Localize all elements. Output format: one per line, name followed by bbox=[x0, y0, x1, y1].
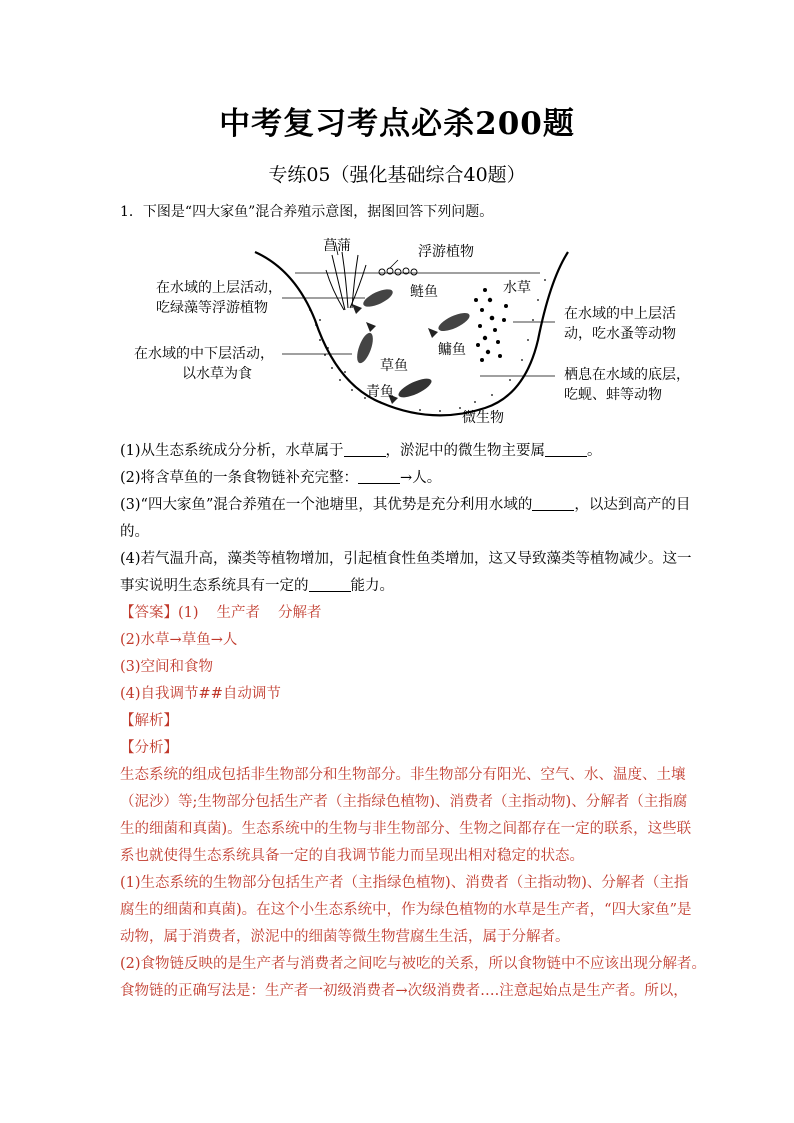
answer-blank bbox=[344, 442, 386, 457]
answer-blank bbox=[545, 442, 587, 457]
answer-blank bbox=[309, 577, 351, 592]
question-body bbox=[120, 438, 707, 1005]
analysis-line-1: 生态系统的组成包括非生物部分和生物部分。非生物部分有阳光、空气、水、温度、土壤 bbox=[120, 767, 686, 783]
label-silver-carp: 鲢鱼 bbox=[410, 284, 438, 300]
label-midupper-2: 动，吃水蚤等动物 bbox=[564, 326, 676, 342]
waterweed-drawing bbox=[474, 288, 508, 362]
label-midlower-2: 以水草为食 bbox=[182, 366, 252, 382]
bighead-carp-drawing bbox=[428, 309, 472, 338]
answer-blank bbox=[532, 496, 574, 511]
black-carp-drawing bbox=[388, 375, 434, 404]
answer-blank bbox=[358, 469, 400, 484]
grass-carp-drawing bbox=[354, 322, 376, 365]
sub-question-4-cont: 事实说明生态系统具有一定的 能力。 bbox=[120, 578, 394, 594]
question-intro: 1．下图是“四大家鱼”混合养殖示意图，据图回答下列问题。 bbox=[120, 204, 494, 220]
analysis-line-6: 腐生的细菌和真菌)。在这个小生态系统中，作为绿色植物的水草是生产者，“四大家鱼”是 bbox=[120, 902, 692, 918]
label-upper-1: 在水域的上层活动， bbox=[156, 280, 282, 296]
answer-line-3: (3)空间和食物 bbox=[120, 659, 214, 675]
label-microbe: 微生物 bbox=[462, 410, 504, 426]
plankton-drawing bbox=[379, 268, 417, 275]
analysis-line-7: 动物，属于消费者，淤泥中的细菌等微生物营腐生生活，属于分解者。 bbox=[120, 929, 570, 945]
analysis-line-5: (1)生态系统的生物部分包括生产者（主指绿色植物)、消费者（主指动物)、分解者（主指 bbox=[120, 875, 689, 891]
fish-farming-diagram bbox=[120, 230, 700, 435]
label-waterweed: 水草 bbox=[503, 280, 531, 296]
analysis-line-8: (2)食物链反映的是生产者与消费者之间吃与被吃的关系，所以食物链中不应该出现分解者。 bbox=[120, 956, 707, 972]
callout-lines bbox=[282, 298, 555, 376]
answer-line-1: 【答案】(1) 生产者 分解者 bbox=[120, 605, 322, 621]
label-black-carp: 青鱼 bbox=[366, 384, 394, 400]
label-upper-2: 吃绿藻等浮游植物 bbox=[156, 300, 268, 316]
label-bighead: 鳙鱼 bbox=[438, 342, 466, 358]
page-title: 中考复习考点必杀200题 bbox=[219, 106, 575, 142]
answer-tag: 【答案】 bbox=[120, 605, 178, 621]
analysis-line-2: （泥沙）等;生物部分包括生产者（主指绿色植物)、消费者（主指动物)、分解者（主指腐 bbox=[120, 794, 688, 810]
label-plankton: 浮游植物 bbox=[418, 244, 474, 260]
label-midlower-1: 在水域的中下层活动， bbox=[134, 346, 274, 362]
sub-question-3-cont: 的。 bbox=[120, 524, 149, 540]
sub-question-3: (3)“四大家鱼”混合养殖在一个池塘里，其优势是充分利用水域的 ，以达到高产的目 bbox=[120, 497, 691, 513]
page-subtitle: 专练05（强化基础综合40题） bbox=[268, 164, 526, 186]
label-cattail: 菖蒲 bbox=[323, 238, 351, 254]
analysis-line-3: 生的细菌和真菌)。生态系统中的生物与非生物部分、生物之间都存在一定的联系，这些联 bbox=[120, 821, 692, 837]
analysis-line-4: 系也就使得生态系统具备一定的自我调节能力而呈现出相对稳定的状态。 bbox=[120, 848, 584, 864]
analysis-line-9: 食物链的正确写法是：生产者一初级消费者→次级消费者….注意起始点是生产者。所以， bbox=[120, 983, 688, 999]
label-midupper-1: 在水域的中上层活 bbox=[564, 306, 676, 322]
label-bottom-1: 栖息在水域的底层， bbox=[564, 367, 690, 383]
analysis-tag: 【解析】 bbox=[120, 713, 178, 729]
silver-carp-drawing bbox=[352, 286, 395, 314]
answer-line-4: (4)自我调节##自动调节 bbox=[120, 686, 281, 702]
answer-line-2: (2)水草→草鱼→人 bbox=[120, 632, 238, 648]
label-bottom-2: 吃蚬、蚌等动物 bbox=[564, 387, 662, 403]
label-grass-carp: 草鱼 bbox=[380, 358, 408, 374]
cattail-drawing bbox=[326, 252, 366, 310]
fenxi-tag: 【分析】 bbox=[120, 740, 178, 756]
sub-question-2: (2)将含草鱼的一条食物链补充完整： →人。 bbox=[120, 470, 442, 486]
sub-question-1: (1)从生态系统成分分析，水草属于 ，淤泥中的微生物主要属 。 bbox=[120, 443, 602, 459]
sub-question-4: (4)若气温升高，藻类等植物增加，引起植食性鱼类增加，这又导致藻类等植物减少。这一 bbox=[120, 551, 692, 567]
